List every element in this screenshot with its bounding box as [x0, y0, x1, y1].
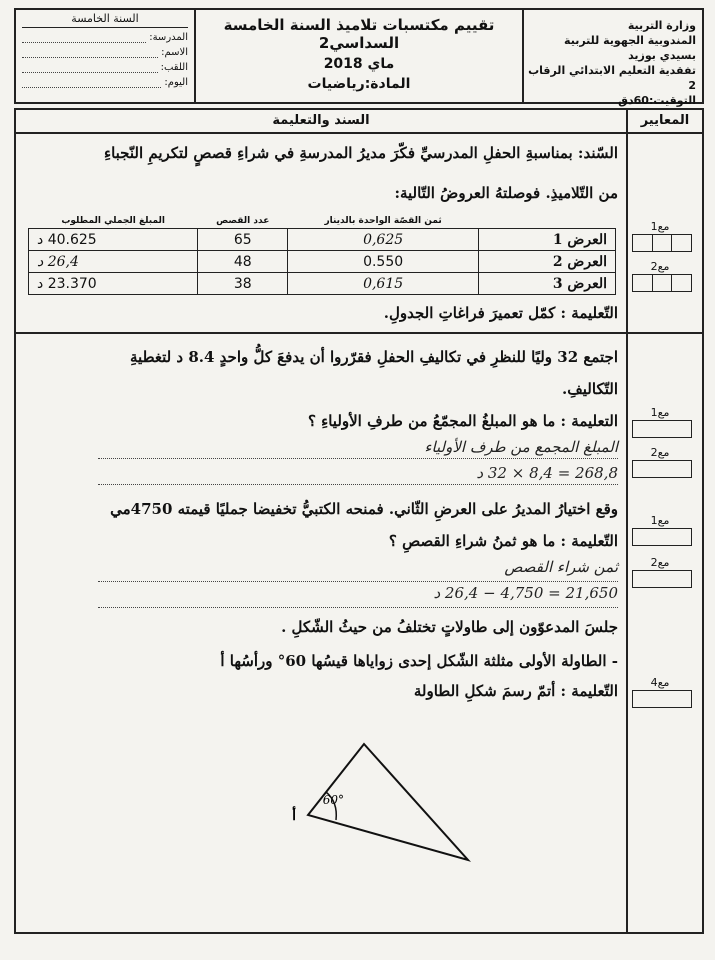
criterion-4-s4: مع4	[628, 676, 692, 708]
section3-answer2[interactable]: 21,650 = 4,750 − 26,4 د	[433, 584, 618, 602]
score-box[interactable]	[632, 690, 692, 708]
offer-total[interactable]: 26,4 د	[29, 251, 198, 273]
table-header: ثمن القصّة الواحدة بالدينار	[288, 214, 479, 229]
sanad-line1: السّند: بمناسبةِ الحفلِ المدرسيِّ فكّرَ مديرُ المدرسةِ في شراءِ قصصٍ لتكريمِ النّجباءِ	[104, 144, 618, 162]
surname-field[interactable]: اللقب:	[22, 60, 188, 75]
section3-text	[26, 496, 618, 606]
inspection-name: تفقدية التعليم الابتدائي الرقاب 2	[528, 64, 696, 92]
table-header	[479, 214, 616, 229]
section4-line2: - الطاولة الأولى مثلثة الشّكل إحدى زواياها قيسُها 60° ورأسُها أ	[220, 652, 618, 670]
section1-text	[26, 140, 618, 206]
section4-text	[26, 614, 618, 704]
triangle-drawing	[286, 740, 506, 870]
exam-body	[14, 108, 704, 934]
section2-answer1[interactable]: المبلغ المجمع من طرف الأولياء	[424, 438, 618, 456]
criterion-2-s2: مع2	[628, 446, 692, 478]
section2-answer2[interactable]: 268,8 = 8,4 × 32 د	[476, 464, 618, 482]
answer-dotline	[98, 483, 618, 485]
table-row	[29, 251, 616, 273]
criterion-2-s1: مع2	[628, 260, 692, 292]
angle-label: 60°	[322, 793, 344, 807]
score-box[interactable]	[632, 570, 692, 588]
table-row	[29, 229, 616, 251]
header-ministry-box	[522, 10, 702, 107]
criterion-2-s3: مع2	[628, 556, 692, 588]
school-field[interactable]: المدرسة:	[22, 30, 188, 45]
sanad-column-header: السند والتعليمة	[16, 110, 626, 134]
score-box[interactable]	[632, 420, 692, 438]
criterion-1-s2: مع1	[628, 406, 692, 438]
vertex-label: أ	[292, 808, 296, 824]
section4-line1: جلسَ المدعوّون إلى طاولاتٍ تختلفُ من حيثُ الشّكلِ .	[281, 618, 618, 636]
section2-instruction: التعليمة : ما هو المبلغُ المجمّعُ من طرفِ الأولياءِ ؟	[307, 412, 618, 430]
exam-subject: المادة:رياضيات	[307, 76, 411, 92]
offer-label: العرض 3	[479, 273, 616, 295]
table-header: المبلغ الجملي المطلوب	[29, 214, 198, 229]
section2-line2: التّكاليفِ.	[562, 380, 618, 398]
directorate-name: المندوبية الجهوية للتربية بسيدي بوزيد	[564, 34, 696, 62]
section3-instruction: التّعليمة : ما هو ثمنُ شراءِ القصصِ ؟	[388, 532, 618, 550]
section1-instruction: التّعليمة : كمّل تعميرَ فراغاتِ الجدولِ.	[383, 304, 618, 322]
offer-total: 40.625 د	[29, 229, 198, 251]
grade-level: السنة الخامسة	[22, 12, 188, 28]
offer-price[interactable]: 0,615	[288, 273, 479, 295]
day-field[interactable]: اليوم:	[22, 75, 188, 90]
section1-instruction-wrap	[26, 300, 618, 326]
sanad-line2: من التّلاميذِ. فوصلتهُ العروضُ التّالية:	[394, 184, 618, 202]
exam-header	[14, 8, 704, 107]
answer-dotline	[98, 606, 618, 608]
answer-dotline	[98, 580, 618, 582]
offer-count: 65	[198, 229, 288, 251]
name-field[interactable]: الاسم:	[22, 45, 188, 60]
section2-text	[26, 344, 618, 486]
table-row	[29, 273, 616, 295]
criterion-1-s1: مع1	[628, 220, 692, 252]
section2-line1: اجتمع 32 وليًا للنظرِ في تكاليفِ الحفلِ فقرّروا أن يدفعَ كلُّ واحدٍ 8.4 د لتغطيةِ	[130, 348, 618, 366]
criterion-1-s3: مع1	[628, 514, 692, 546]
section3-line: وقع اختيارُ المديرُ على العرضِ الثّاني. فمنحه الكتبيُّ تخفيضا جمليًا قيمته 4750مي	[110, 500, 618, 518]
criteria-column-header: المعايير	[628, 110, 702, 134]
score-boxes[interactable]	[632, 234, 692, 252]
offer-count: 48	[198, 251, 288, 273]
table-header: عدد القصص	[198, 214, 288, 229]
score-boxes[interactable]	[632, 274, 692, 292]
offers-table	[28, 214, 616, 295]
offer-price: 0.550	[288, 251, 479, 273]
offer-label: العرض 2	[479, 251, 616, 273]
exam-duration: التوقيت:60دق	[618, 94, 696, 107]
table-header-row	[29, 214, 616, 229]
offer-price[interactable]: 0,625	[288, 229, 479, 251]
exam-date: ماي 2018	[323, 56, 395, 72]
offer-count: 38	[198, 273, 288, 295]
offer-total: 23.370 د	[29, 273, 198, 295]
ministry-name: وزارة التربية	[627, 19, 696, 32]
header-student-box	[16, 10, 194, 102]
answer-dotline	[98, 457, 618, 459]
section3-answer1[interactable]: ثمن شراء القصص	[504, 558, 618, 576]
score-box[interactable]	[632, 460, 692, 478]
score-box[interactable]	[632, 528, 692, 546]
exam-title: تقييم مكتسبات تلاميذ السنة الخامسة السداسي2	[223, 16, 495, 52]
header-title-box	[194, 10, 522, 102]
offer-label: العرض 1	[479, 229, 616, 251]
section-divider	[16, 332, 702, 334]
section4-instruction: التّعليمة : أتمّ رسمَ شكلِ الطاولة	[413, 682, 618, 700]
